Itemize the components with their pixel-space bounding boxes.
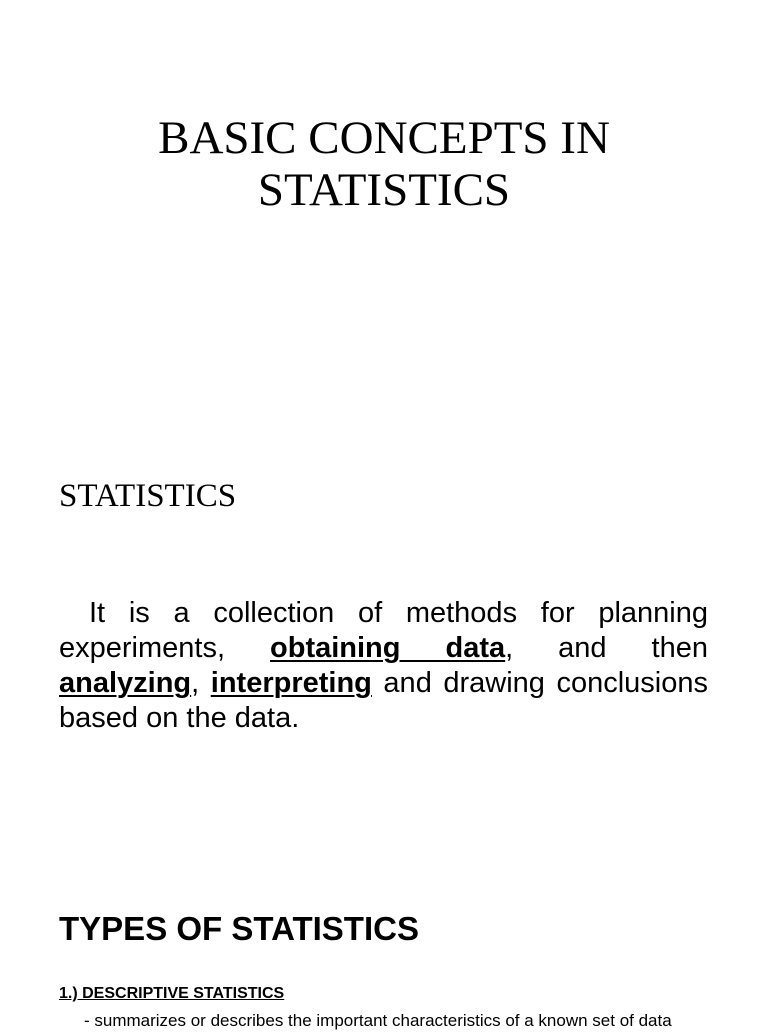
keyword-analyzing: analyzing <box>59 667 192 699</box>
section-heading-statistics: STATISTICS <box>59 478 237 514</box>
definition-text-2: , and then <box>505 632 708 664</box>
statistics-definition <box>59 596 708 736</box>
types-heading: TYPES OF STATISTICS <box>59 910 419 947</box>
definition-text-4: and drawing conclusions based on the data. <box>59 667 708 734</box>
title-line-1: BASIC CONCEPTS IN <box>158 112 610 164</box>
keyword-obtaining-data: obtaining data <box>270 632 506 664</box>
definition-text-3: , <box>191 667 211 699</box>
page-title <box>0 112 768 216</box>
descriptive-statistics-description: - summarizes or describes the important characteristics of a known set of data <box>84 1011 672 1030</box>
descriptive-statistics-heading: 1.) DESCRIPTIVE STATISTICS <box>59 985 285 1002</box>
definition-text-1: It is a collection of methods for planning experiments, <box>59 597 708 664</box>
title-line-2: STATISTICS <box>257 164 511 216</box>
keyword-interpreting: interpreting <box>210 667 372 699</box>
